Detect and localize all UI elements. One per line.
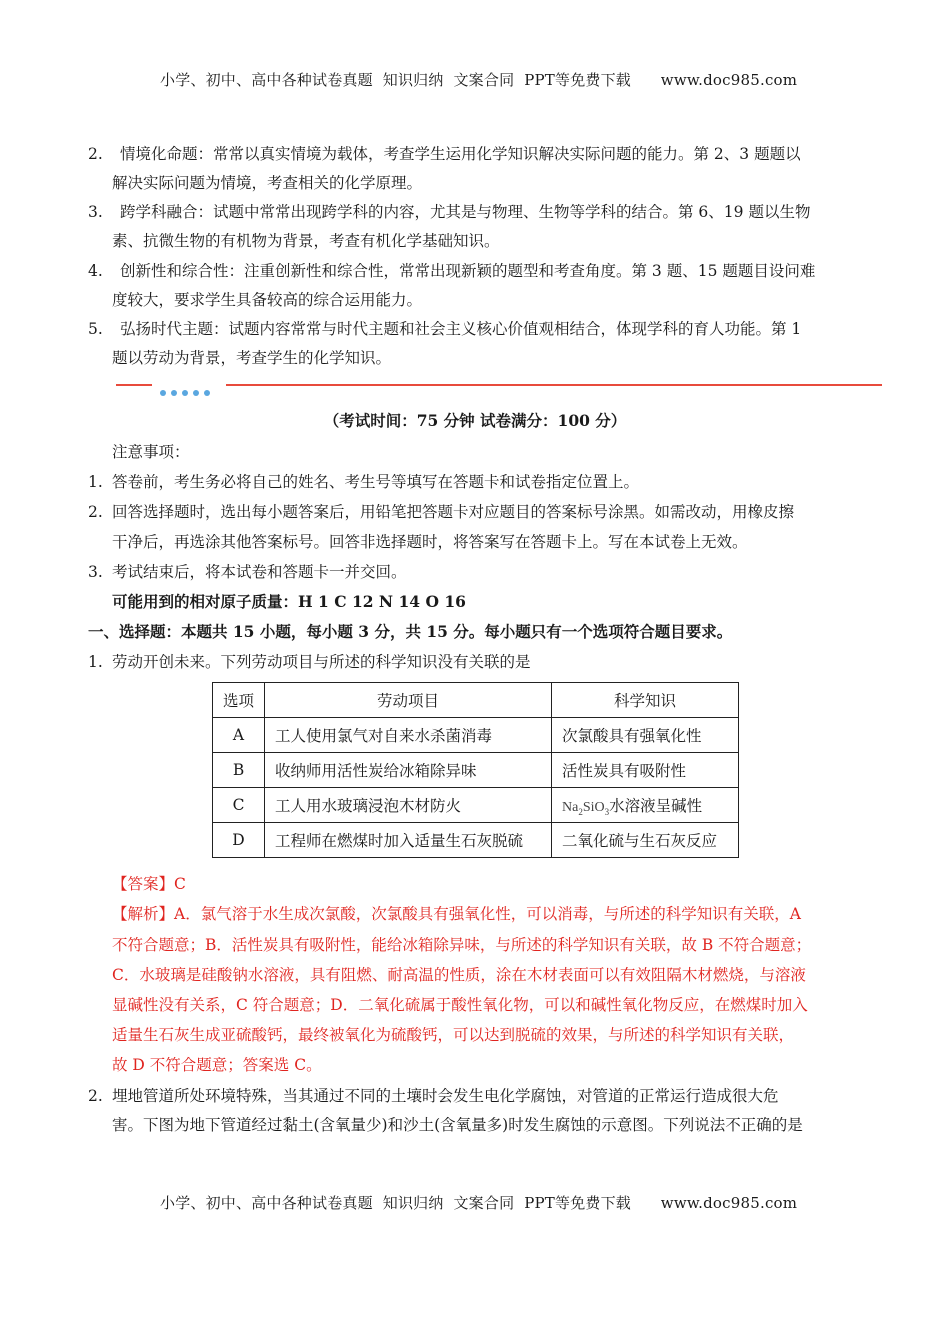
- question-stem: 埋地管道所处环境特殊，当其通过不同的土壤时会发生电化学腐蚀，对管道的正常运行造成很大危: [112, 1087, 779, 1105]
- labor-item: 工人使用氯气对自来水杀菌消毒: [265, 718, 552, 753]
- option-label: A: [213, 718, 265, 753]
- notice-text: 答卷前，考生务必将自己的姓名、考生号等填写在答题卡和试卷指定位置上。: [112, 473, 640, 491]
- header-science: 科学知识: [552, 683, 739, 718]
- table-row: [213, 718, 739, 753]
- table-row: [213, 788, 739, 823]
- notice-text: 回答选择题时，选出每小题答案后，用铅笔把答题卡对应题目的答案标号涂黑。如需改动，用橡皮擦: [112, 503, 795, 521]
- point-text: 度较大，要求学生具备较高的综合运用能力。: [112, 291, 423, 309]
- page-footer: 小学、初中、高中各种试卷真题 知识归纳 文案合同 PPT等免费下载 www.doc985.com: [160, 1194, 798, 1212]
- question-number: 1.: [88, 653, 103, 671]
- table-row: [213, 823, 739, 858]
- option-label: B: [213, 753, 265, 788]
- notice-title: 注意事项：: [112, 443, 190, 461]
- notice-number: 1.: [88, 473, 103, 491]
- labor-item: 工人用水玻璃浸泡木材防火: [265, 788, 552, 823]
- divider-right: [226, 384, 882, 386]
- notice-number: 2.: [88, 503, 103, 521]
- science-item: 二氧化硫与生石灰反应: [552, 823, 739, 858]
- section-title: 一、选择题：本题共 15 小题，每小题 3 分，共 15 分。每小题只有一个选项符合题目要求。: [88, 622, 733, 641]
- option-label: D: [213, 823, 265, 858]
- header-labor: 劳动项目: [265, 683, 552, 718]
- science-item: $Na_2SiO_3$水溶液呈碱性: [552, 788, 739, 823]
- atomic-mass: 可能用到的相对原子质量：H 1 C 12 N 14 O 16: [112, 592, 466, 611]
- analysis-line: 【解析】A．氯气溶于水生成次氯酸，次氯酸具有强氧化性，可以消毒，与所述的科学知识有关联，A: [112, 905, 801, 923]
- notice-number: 3.: [88, 563, 103, 581]
- analysis-line: 显碱性没有关系，C 符合题意；D．二氧化硫属于酸性氧化物，可以和碱性氧化物反应，在燃煤时加入: [112, 996, 808, 1014]
- table-header-row: [213, 683, 739, 718]
- table-row: [213, 753, 739, 788]
- point-text: 解决实际问题为情境，考查相关的化学原理。: [112, 174, 423, 192]
- divider-dots: [160, 381, 215, 400]
- answer: 【答案】C: [112, 875, 186, 893]
- point-number: 5.: [88, 320, 103, 338]
- analysis-line: C．水玻璃是硅酸钠水溶液，具有阻燃、耐高温的性质，涂在木材表面可以有效阻隔木材燃烧，与溶液: [112, 966, 806, 984]
- question-stem: 劳动开创未来。下列劳动项目与所述的科学知识没有关联的是: [112, 653, 531, 671]
- science-item: 次氯酸具有强氧化性: [552, 718, 739, 753]
- point-text: 跨学科融合：试题中常常出现跨学科的内容，尤其是与物理、生物等学科的结合。第 6、19 题以生物: [120, 203, 811, 221]
- question-number: 2.: [88, 1087, 103, 1105]
- chemical-formula: $Na_2SiO_3$: [562, 799, 610, 817]
- question-stem: 害。下图为地下管道经过黏土(含氧量少)和沙土(含氧量多)时发生腐蚀的示意图。下列说法不正确的是: [112, 1116, 803, 1134]
- notice-text: 干净后，再选涂其他答案标号。回答非选择题时，将答案写在答题卡上。写在本试卷上无效。: [112, 533, 748, 551]
- analysis-line: 不符合题意；B．活性炭具有吸附性，能给冰箱除异味，与所述的科学知识有关联，故 B 不符合题意；: [112, 936, 812, 954]
- science-item: 活性炭具有吸附性: [552, 753, 739, 788]
- point-text: 创新性和综合性：注重创新性和综合性，常常出现新颖的题型和考查角度。第 3 题、15 题题目设问难: [120, 262, 816, 280]
- analysis-line: 故 D 不符合题意；答案选 C。: [112, 1056, 322, 1074]
- labor-item: 收纳师用活性炭给冰箱除异味: [265, 753, 552, 788]
- point-number: 4.: [88, 262, 103, 280]
- analysis-line: 适量生石灰生成亚硫酸钙，最终被氧化为硫酸钙，可以达到脱硫的效果，与所述的科学知识有关联，: [112, 1026, 795, 1044]
- labor-item: 工程师在燃煤时加入适量生石灰脱硫: [265, 823, 552, 858]
- point-text: 素、抗微生物的有机物为背景，考查有机化学基础知识。: [112, 232, 500, 250]
- option-label: C: [213, 788, 265, 823]
- notice-text: 考试结束后，将本试卷和答题卡一并交回。: [112, 563, 407, 581]
- point-number: 2.: [88, 145, 103, 163]
- page-header: 小学、初中、高中各种试卷真题 知识归纳 文案合同 PPT等免费下载 www.doc985.com: [160, 71, 798, 89]
- options-table: [212, 682, 739, 858]
- header-option: 选项: [213, 683, 265, 718]
- point-text: 情境化命题：常常以真实情境为载体，考查学生运用化学知识解决实际问题的能力。第 2、3 题题以: [120, 145, 801, 163]
- exam-info: （考试时间：75 分钟 试卷满分：100 分）: [323, 411, 627, 430]
- point-number: 3.: [88, 203, 103, 221]
- point-text: 弘扬时代主题：试题内容常常与时代主题和社会主义核心价值观相结合，体现学科的育人功能。第 1: [120, 320, 802, 338]
- divider-left: [116, 384, 152, 386]
- point-text: 题以劳动为背景，考查学生的化学知识。: [112, 349, 392, 367]
